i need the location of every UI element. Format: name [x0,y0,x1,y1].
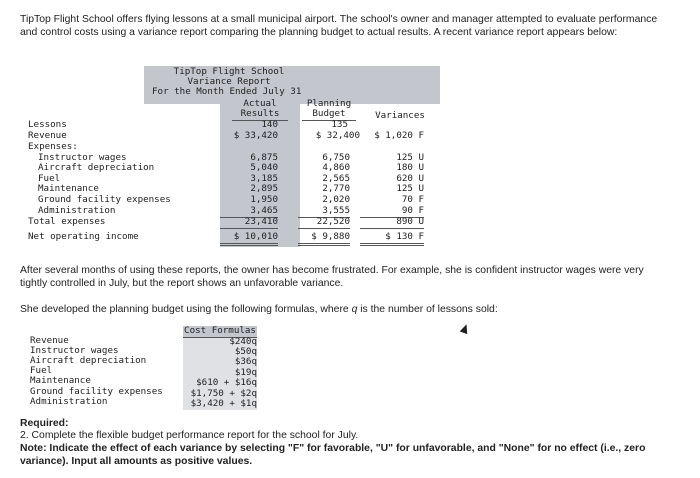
planning-revenue: $ 32,400 [315,130,360,141]
formula-label-maintenance: Maintenance [30,375,91,386]
formula-label-instructor-wages: Instructor wages [30,345,119,356]
planning-total-expenses: 22,520 [298,217,350,229]
formula-ground-facility: $1,750 + $2q [190,388,257,399]
formula-fuel: $19q [234,367,257,378]
planning-instructor-wages: 6,750 [322,152,350,163]
row-label-revenue: Revenue [28,130,67,141]
actual-ground-facility: 1,950 [250,194,278,205]
variance-total-expenses: 890 U [360,217,424,229]
actual-revenue: $ 33,420 [233,130,278,141]
report-subtitle: Variance Report [187,76,271,87]
col-variances: Variances [375,110,425,121]
row-label-administration: Administration [38,205,116,216]
variance-fuel: 620 U [396,173,424,184]
row-label-aircraft-depreciation: Aircraft depreciation [38,162,155,173]
col-planning-line2: Budget [302,109,356,121]
planning-lessons: 135 [331,119,348,130]
mouse-cursor-icon [460,323,471,334]
instruction-note: Note: Indicate the effect of each variance by selecting "F" for favorable, "U" for unfavorable, and "None" for no effect (i.e., zero variance). Input all amounts as positive values. [20,443,646,467]
formula-label-revenue: Revenue [30,335,69,346]
actual-total-expenses: 23,410 [220,217,278,229]
planning-maintenance: 2,770 [322,183,350,194]
formula-revenue: $240q [229,336,257,347]
variance-instructor-wages: 125 U [396,152,424,163]
row-label-expenses: Expenses: [28,141,78,152]
actual-lessons: 140 [261,119,278,130]
intro-paragraph: TipTop Flight School offers flying lessons at a small municipal airport. The school's owner and manager attempted to evaluate performance and control costs using a variance report comparing the planning budget to actual results. A recent variance report appears below: [20,14,658,38]
variance-administration: 90 F [360,206,424,218]
variance-ground-facility: 70 F [401,194,424,205]
col-planning-line1: Planning [306,98,352,109]
col-actual-line1: Actual [243,98,277,109]
planning-net-operating-income: $ 9,880 [298,232,350,246]
formula-administration: $3,420 + $1q [190,398,257,409]
row-label-instructor-wages: Instructor wages [38,152,127,163]
formula-instructor-wages: $50q [234,346,257,357]
row-label-ground-facility: Ground facility expenses [38,194,171,205]
formula-label-ground-facility: Ground facility expenses [30,386,163,397]
formula-label-administration: Administration [30,396,108,407]
row-label-maintenance: Maintenance [38,183,99,194]
middle-paragraph: After several months of using these reports, the owner has become frustrated. For example, she is confident instructor wages were very tightly controlled in July, but the report shows an unfavorable variance. [20,265,644,289]
variance-aircraft-depreciation: 180 U [396,162,424,173]
variance-net-operating-income: $ 130 F [360,232,424,246]
formula-maintenance: $610 + $16q [196,377,257,388]
required-item: 2. Complete the flexible budget performance report for the school for July. [20,430,359,441]
formula-label-aircraft-depreciation: Aircraft depreciation [30,355,147,366]
variance-maintenance: 125 U [396,183,424,194]
row-label-total-expenses: Total expenses [28,216,106,227]
formula-aircraft-depreciation: $36q [234,356,257,367]
row-label-net-operating-income: Net operating income [28,231,139,242]
col-actual-line2: Results [232,109,288,121]
actual-aircraft-depreciation: 5,040 [250,162,278,173]
formula-intro: She developed the planning budget using the following formulas, where q is the number of lessons sold: [20,304,498,315]
row-label-lessons: Lessons [28,119,67,130]
planning-ground-facility: 2,020 [322,194,350,205]
planning-fuel: 2,565 [322,173,350,184]
cost-formulas-header: Cost Formulas [184,325,256,336]
report-title: TipTop Flight School [173,66,285,77]
actual-fuel: 3,185 [250,173,278,184]
required-label: Required: [20,418,69,429]
formula-label-fuel: Fuel [30,365,53,376]
actual-administration: 3,465 [220,206,278,218]
planning-administration: 3,555 [298,206,350,218]
variance-revenue: $ 1,020 F [374,130,424,141]
actual-maintenance: 2,895 [250,183,278,194]
actual-net-operating-income: $ 10,010 [220,232,278,246]
row-label-fuel: Fuel [38,173,61,184]
actual-instructor-wages: 6,875 [250,152,278,163]
report-period: For the Month Ended July 31 [152,86,302,97]
planning-aircraft-depreciation: 4,860 [322,162,350,173]
